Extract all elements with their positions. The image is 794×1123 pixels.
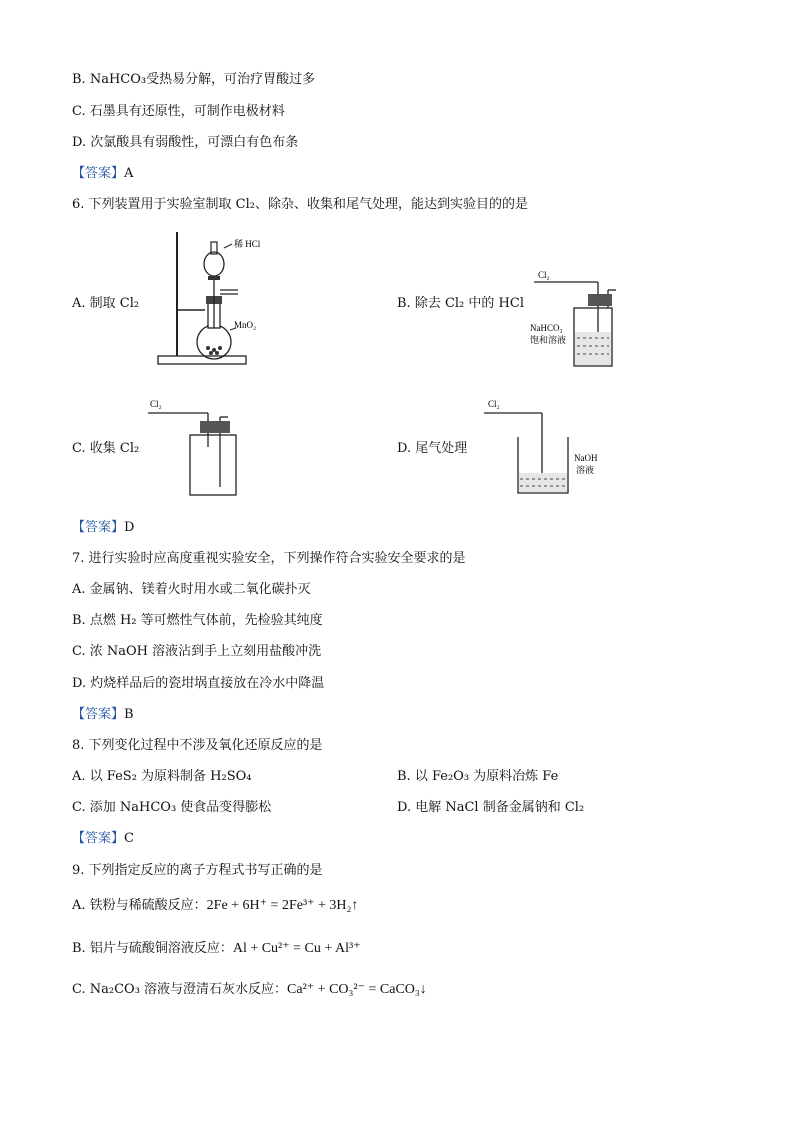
q7-option-d: D. 灼烧样品后的瓷坩埚直接放在冷水中降温 (72, 676, 325, 691)
q5-answer (72, 162, 133, 181)
q6-option-a: A. 制取 Cl₂ (72, 296, 140, 311)
fig-a-solid-label: MnO₂ (234, 320, 257, 330)
q6-answer (72, 516, 134, 535)
answer-value: A (124, 166, 134, 181)
fig-b-solution-label-1: NaHCO₃ (530, 323, 563, 333)
fig-a-acid-label: 稀 HCl (234, 239, 260, 249)
answer-bracket: 【答案】 (72, 520, 125, 535)
q9-option-a (72, 894, 358, 914)
answer-value: D (124, 520, 135, 535)
q7-stem: 7. 进行实验时应高度重视实验安全，下列操作符合实验安全要求的是 (72, 551, 466, 566)
q9-stem: 9. 下列指定反应的离子方程式书写正确的是 (72, 863, 323, 878)
q7-option-b: B. 点燃 H₂ 等可燃性气体前，先检验其纯度 (72, 613, 323, 628)
fig-d-solution-label-2: 溶液 (576, 465, 595, 475)
q5-option-d: D. 次氯酸具有弱酸性，可漂白有色布条 (72, 135, 299, 150)
fig-d-gas-label: Cl₂ (488, 399, 500, 409)
q9-option-a-equation: 2Fe + 6H⁺ = 2Fe³⁺ + 3H₂↑ (206, 898, 359, 913)
q9-option-c-equation: Ca²⁺ + CO₃²⁻ = CaCO₃↓ (287, 982, 427, 997)
answer-bracket: 【答案】 (72, 166, 125, 181)
q8-option-d: D. 电解 NaCl 制备金属钠和 Cl₂ (397, 800, 585, 815)
answer-bracket: 【答案】 (72, 831, 125, 846)
fig-b-solution-label-2: 饱和溶液 (530, 335, 567, 345)
fig-c-gas-label: Cl₂ (150, 399, 162, 409)
q6-option-d: D. 尾气处理 (397, 441, 468, 456)
q6-option-b: B. 除去 Cl₂ 中的 HCl (397, 296, 524, 311)
fig-d-solution-label-1: NaOH (574, 453, 598, 463)
q5-option-c: C. 石墨具有还原性，可制作电极材料 (72, 104, 285, 119)
answer-value: C (124, 831, 134, 846)
q9-option-b-equation: Al + Cu²⁺ = Cu + Al³⁺ (232, 941, 361, 956)
q8-option-c: C. 添加 NaHCO₃ 使食品变得膨松 (72, 800, 272, 815)
q8-option-b: B. 以 Fe₂O₃ 为原料冶炼 Fe (397, 769, 559, 784)
q8-stem: 8. 下列变化过程中不涉及氧化还原反应的是 (72, 738, 323, 753)
q8-option-a: A. 以 FeS₂ 为原料制备 H₂SO₄ (72, 769, 252, 784)
q9-option-b (72, 937, 361, 957)
answer-value: B (124, 707, 134, 722)
apparatus-c-collection-bottle (146, 397, 246, 497)
q5-option-b: B. NaHCO₃受热易分解，可治疗胃酸过多 (72, 72, 316, 87)
q7-option-a: A. 金属钠、镁着火时用水或二氧化碳扑灭 (72, 582, 311, 597)
q6-stem: 6. 下列装置用于实验室制取 Cl₂、除杂、收集和尾气处理，能达到实验目的的是 (72, 197, 528, 212)
q6-option-c: C. 收集 Cl₂ (72, 441, 140, 456)
q9-option-c (72, 978, 427, 998)
q9-option-c-text: C. Na₂CO₃ 溶液与澄清石灰水反应： (72, 982, 288, 997)
q9-option-a-text: A. 铁粉与稀硫酸反应： (72, 898, 207, 913)
answer-bracket: 【答案】 (72, 707, 125, 722)
q8-answer (72, 827, 134, 846)
q7-answer (72, 703, 134, 722)
apparatus-a-generator (150, 228, 260, 368)
fig-b-gas-label: Cl₂ (538, 270, 550, 280)
q7-option-c: C. 浓 NaOH 溶液沾到手上立刻用盐酸冲洗 (72, 644, 322, 659)
apparatus-d-absorption-beaker (478, 397, 618, 497)
apparatus-b-wash-bottle (528, 268, 618, 370)
q9-option-b-text: B. 铝片与硫酸铜溶液反应： (72, 941, 233, 956)
